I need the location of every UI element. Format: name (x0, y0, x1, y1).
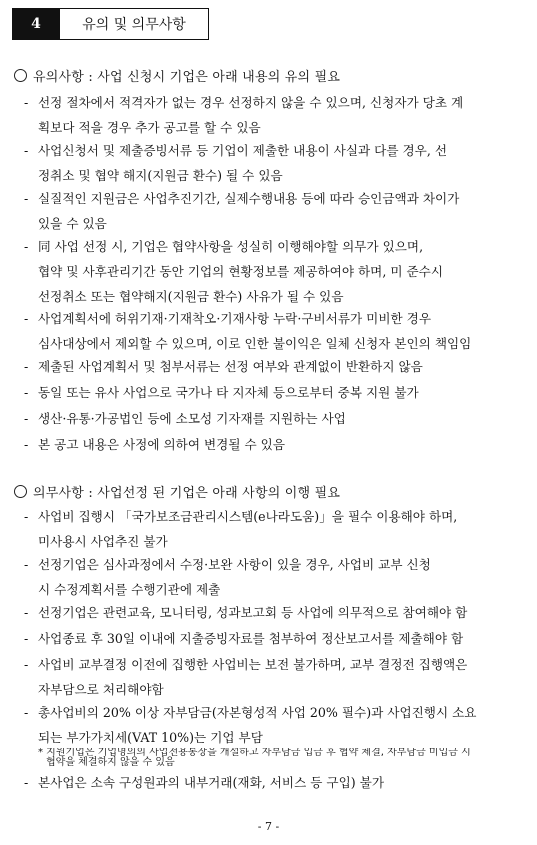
obligation-item: - 선정기업은 심사과정에서 수정·보완 사항이 있을 경우, 사업비 교부 신청 시 수정계획서를 수행기관에 제출 (24, 557, 431, 597)
caution-item: - 사업신청서 및 제출증빙서류 등 기업이 제출한 내용이 사실과 다를 경우, 선 정취소 및 협약 해지(지원금 환수) 될 수 있음 (24, 143, 448, 183)
obligation-item: - 사업종료 후 30일 이내에 지출증빙자료를 첨부하여 정산보고서를 제출해야 함 (24, 631, 464, 646)
obligation-item: - 본사업은 소속 구성원과의 내부거래(재화, 서비스 등 구입) 불가 (24, 775, 384, 790)
obligation-heading: 의무사항 : 사업선정 된 기업은 아래 사항의 이행 필요 (14, 482, 340, 501)
caution-item: - 본 공고 내용은 사정에 의하여 변경될 수 있음 (24, 437, 286, 452)
circle-bullet-icon (14, 485, 27, 498)
caution-item: - 同 사업 선정 시, 기업은 협약사항을 성실히 이행해야할 의무가 있으며, 협약 및 사후관리기간 동안 기업의 현황정보를 제공하여야 하며, 미 준수시 선정취소 또는 협약해지(지원금 환수) 사유가 될 수 있음 (24, 239, 443, 304)
obligation-item: - 사업비 교부결정 이전에 집행한 사업비는 보전 불가하며, 교부 결정전 집행액은 자부담으로 처리해야함 (24, 657, 468, 697)
section-title: 유의 및 의무사항 (60, 8, 209, 40)
page-number: - 7 - (257, 820, 280, 833)
caution-item: - 사업계획서에 허위기재·기재착오·기재사항 누락·구비서류가 미비한 경우 심사대상에서 제외할 수 있으며, 이로 인한 불이익은 일체 신청자 본인의 책임임 (24, 311, 472, 351)
caution-item: - 제출된 사업계획서 및 첨부서류는 선정 여부와 관계없이 반환하지 않음 (24, 359, 423, 374)
obligation-item: - 선정기업은 관련교육, 모니터링, 성과보고회 등 사업에 의무적으로 참여해야 함 (24, 605, 468, 620)
section-number: 4 (12, 8, 60, 40)
caution-item: - 실질적인 지원금은 사업추진기간, 실제수행내용 등에 따라 승인금액과 차이가 있을 수 있음 (24, 191, 460, 231)
footnote: * 지원기업은 기업명의의 사업전용통장을 개설하고 자부담금 입금 후 협약 체결, 자부담금 미입금 시 협약을 체결하지 않을 수 있음 (38, 748, 471, 768)
obligation-item: - 사업비 집행시 「국가보조금관리시스템(e나라도움)」을 필수 이용해야 하며, 미사용시 사업추진 불가 (24, 509, 458, 549)
caution-item: - 동일 또는 유사 사업으로 국가나 타 지자체 등으로부터 중복 지원 불가 (24, 385, 419, 400)
caution-heading: 유의사항 : 사업 신청시 기업은 아래 내용의 유의 필요 (14, 66, 340, 85)
caution-item: - 선정 절차에서 적격자가 없는 경우 선정하지 않을 수 있으며, 신청자가 당초 계 획보다 적을 경우 추가 공고를 할 수 있음 (24, 95, 464, 135)
caution-item: - 생산·유통·가공법인 등에 소모성 기자재를 지원하는 사업 (24, 411, 346, 426)
section-header (12, 8, 209, 40)
circle-bullet-icon (14, 69, 27, 82)
obligation-item: - 총사업비의 20% 이상 자부담금(자본형성적 사업 20% 필수)과 사업진행시 소요 되는 부가가치세(VAT 10%)는 기업 부담 (24, 705, 477, 745)
